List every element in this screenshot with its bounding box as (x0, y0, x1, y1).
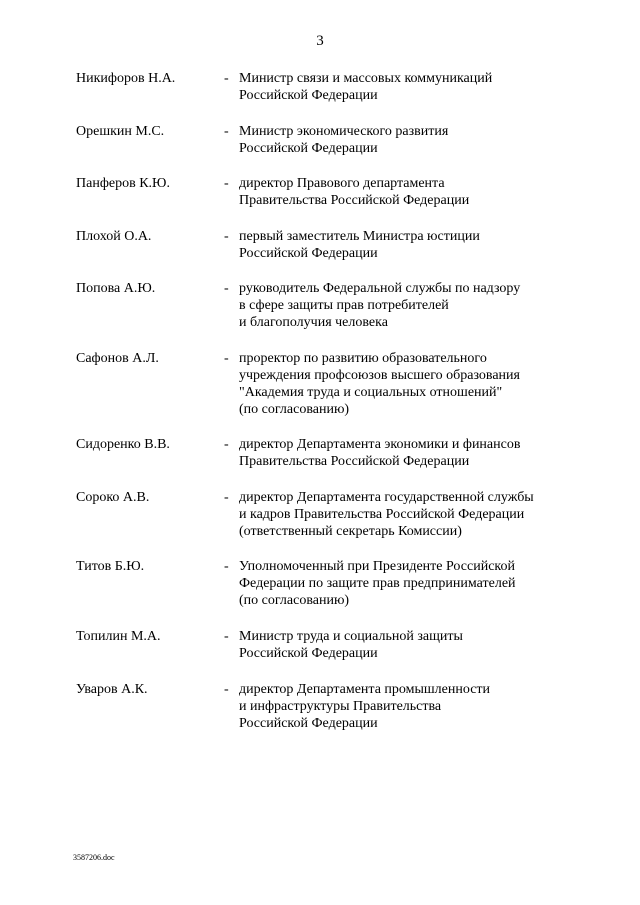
position-line: Российской Федерации (239, 246, 378, 261)
position-line: "Академия труда и социальных отношений" (239, 385, 503, 400)
position-line: (по согласованию) (239, 402, 350, 417)
position-line: и благополучия человека (239, 315, 388, 330)
position-line: Российской Федерации (239, 141, 378, 156)
separator-dash: - (224, 629, 229, 644)
position-line: директор Департамента промышленности (239, 682, 491, 697)
separator-dash: - (224, 437, 229, 452)
separator-dash: - (224, 71, 229, 86)
position-line: Федерации по защите прав предпринимателей (239, 576, 516, 591)
position-line: Российской Федерации (239, 716, 378, 731)
position-line: Министр труда и социальной защиты (239, 629, 463, 644)
separator-dash: - (224, 351, 229, 366)
position-line: и кадров Правительства Российской Федерации (239, 507, 525, 522)
position-line: Российской Федерации (239, 646, 378, 661)
position-line: Российской Федерации (239, 88, 378, 103)
member-position (239, 350, 569, 418)
member-name: Сидоренко В.В. (76, 437, 170, 452)
member-position (239, 558, 569, 609)
position-line: первый заместитель Министра юстиции (239, 229, 480, 244)
position-line: и инфраструктуры Правительства (239, 699, 442, 714)
position-line: Правительства Российской Федерации (239, 193, 470, 208)
position-line: проректор по развитию образовательного (239, 351, 487, 366)
position-line: директор Правового департамента (239, 176, 445, 191)
member-name: Панферов К.Ю. (76, 176, 170, 191)
document-file-id: 3587206.doc (73, 853, 115, 862)
member-position (239, 280, 569, 331)
separator-dash: - (224, 229, 229, 244)
member-position (239, 489, 569, 540)
member-name: Орешкин М.С. (76, 124, 165, 139)
member-name: Сафонов А.Л. (76, 351, 159, 366)
position-line: Министр связи и массовых коммуникаций (239, 71, 493, 86)
position-line: директор Департамента государственной службы (239, 490, 534, 505)
position-line: (ответственный секретарь Комиссии) (239, 524, 462, 539)
separator-dash: - (224, 281, 229, 296)
member-position (239, 70, 569, 104)
position-line: Уполномоченный при Президенте Российской (239, 559, 515, 574)
member-position (239, 628, 569, 662)
member-position (239, 175, 569, 209)
position-line: директор Департамента экономики и финансов (239, 437, 521, 452)
member-position (239, 228, 569, 262)
separator-dash: - (224, 682, 229, 697)
member-name: Титов Б.Ю. (76, 559, 145, 574)
member-position (239, 436, 569, 470)
separator-dash: - (224, 559, 229, 574)
separator-dash: - (224, 176, 229, 191)
member-name: Попова А.Ю. (76, 281, 156, 296)
position-line: Министр экономического развития (239, 124, 449, 139)
member-position (239, 681, 569, 732)
member-name: Уваров А.К. (76, 682, 148, 697)
member-name: Сороко А.В. (76, 490, 150, 505)
separator-dash: - (224, 490, 229, 505)
position-line: руководитель Федеральной службы по надзору (239, 281, 521, 296)
member-position (239, 123, 569, 157)
separator-dash: - (224, 124, 229, 139)
position-line: Правительства Российской Федерации (239, 454, 470, 469)
page-number: 3 (316, 33, 324, 49)
position-line: учреждения профсоюзов высшего образования (239, 368, 520, 383)
position-line: (по согласованию) (239, 593, 350, 608)
member-name: Топилин М.А. (76, 629, 161, 644)
member-name: Плохой О.А. (76, 229, 152, 244)
position-line: в сфере защиты прав потребителей (239, 298, 449, 313)
member-name: Никифоров Н.А. (76, 71, 176, 86)
